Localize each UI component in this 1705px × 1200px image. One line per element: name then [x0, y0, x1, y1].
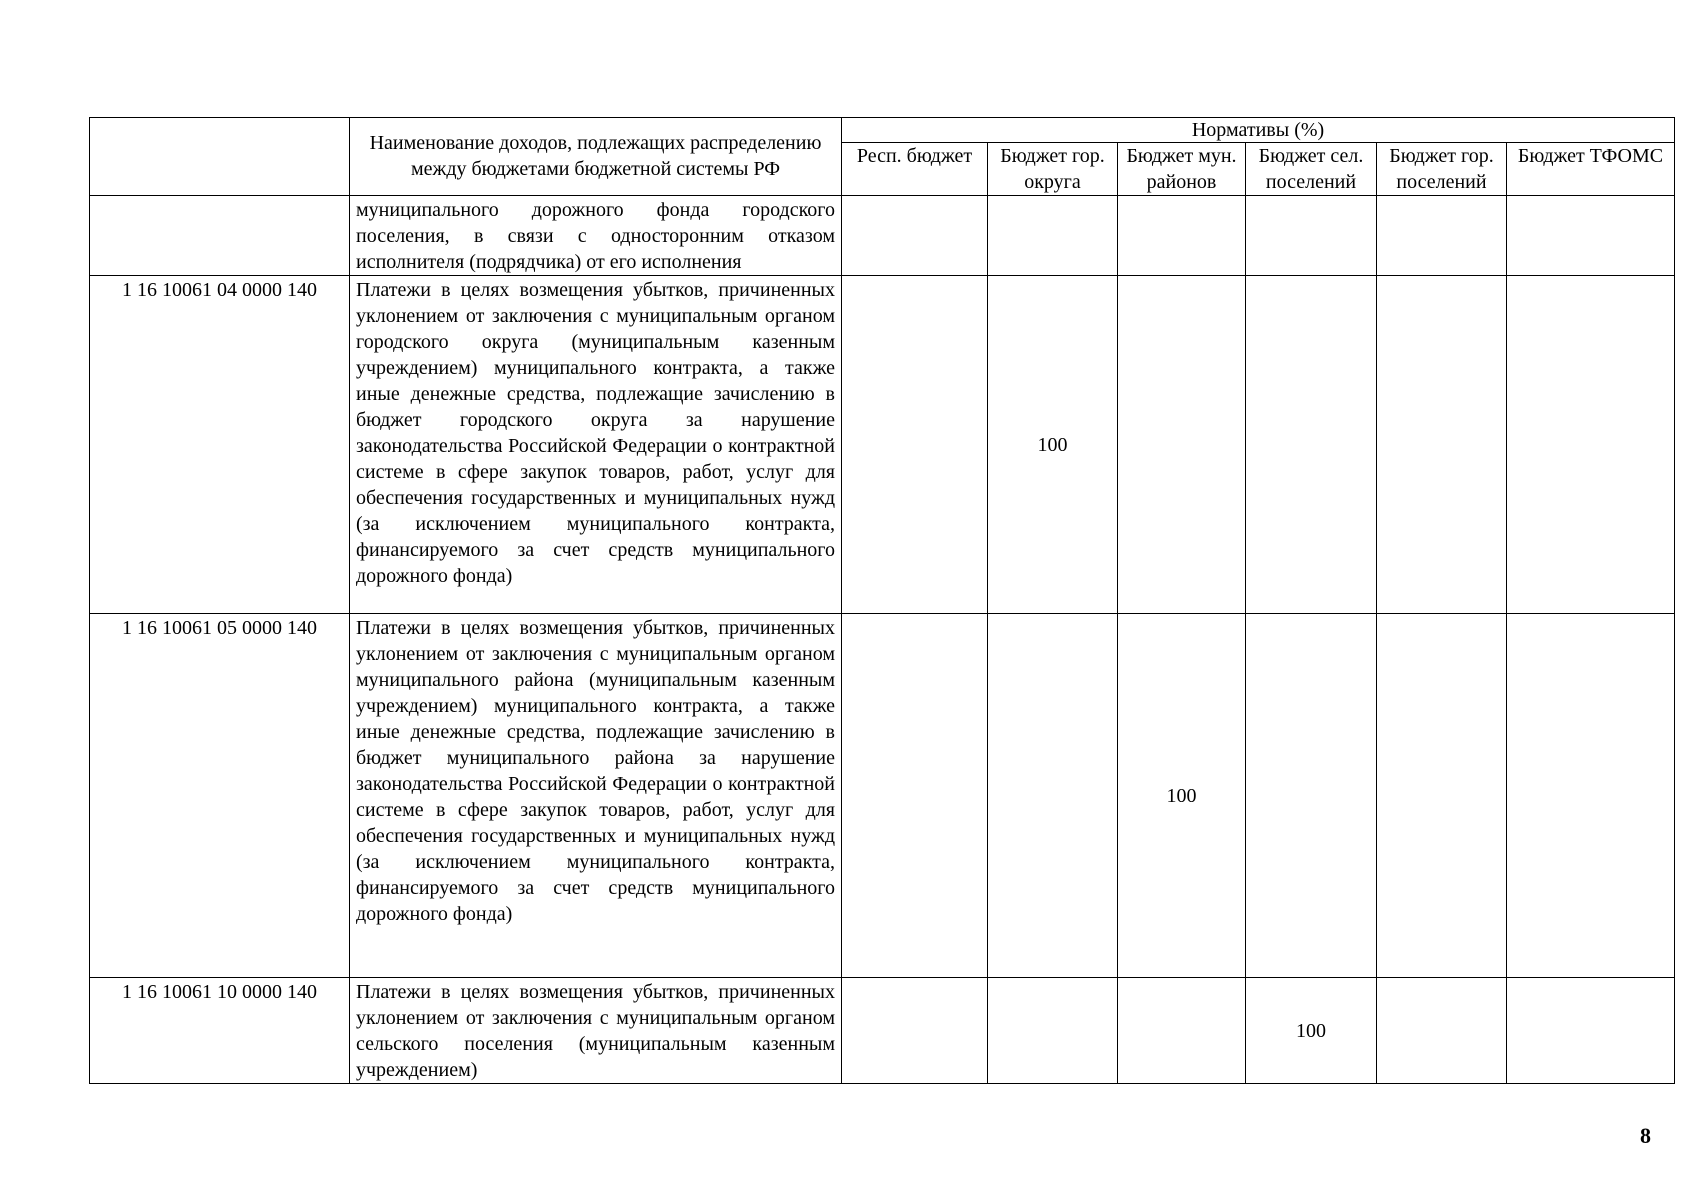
row-value-tfoms	[1507, 978, 1675, 1084]
row-value-resp	[842, 196, 988, 276]
row-code	[90, 196, 350, 276]
row-value-resp	[842, 614, 988, 978]
row-value-rural: 100	[1246, 978, 1377, 1084]
row-code: 1 16 10061 10 0000 140	[90, 978, 350, 1084]
row-value-urban	[1377, 276, 1507, 614]
table-row	[90, 614, 1675, 978]
row-value-mun	[1118, 978, 1246, 1084]
col-header-mun-districts-budget: Бюджет мун. районов	[1118, 143, 1246, 196]
row-value-city: 100	[988, 276, 1118, 614]
row-value-rural	[1246, 614, 1377, 978]
row-code: 1 16 10061 04 0000 140	[90, 276, 350, 614]
row-value-tfoms	[1507, 614, 1675, 978]
row-value-tfoms	[1507, 276, 1675, 614]
table-row	[90, 978, 1675, 1084]
row-value-mun	[1118, 196, 1246, 276]
row-value-city	[988, 196, 1118, 276]
col-header-urban-settlements-budget: Бюджет гор. поселений	[1377, 143, 1507, 196]
row-value-urban	[1377, 614, 1507, 978]
table-row	[90, 196, 1675, 276]
row-name: Платежи в целях возмещения убытков, причиненных уклонением от заключения с муниципальным органом городского округа (муниципальным казенным учреждением) муниципального контракта, а также иные денежные средства, подлежащие зачислению в бюджет городского округа за нарушение законодательства Российской Федерации о контрактной системе в сфере закупок товаров, работ, услуг для обеспечения государственных и муниципальных нужд (за исключением муниципального контракта, финансируемого за счет средств муниципального дорожного фонда)	[350, 276, 842, 614]
row-value-tfoms	[1507, 196, 1675, 276]
normatives-table	[89, 117, 1675, 1084]
code-column-header	[90, 118, 350, 196]
row-value-city	[988, 614, 1118, 978]
row-code: 1 16 10061 05 0000 140	[90, 614, 350, 978]
row-name: муниципального дорожного фонда городского поселения, в связи с односторонним отказом исполнителя (подрядчика) от его исполнения	[350, 196, 842, 276]
row-value-resp	[842, 978, 988, 1084]
col-header-tfoms-budget: Бюджет ТФОМС	[1507, 143, 1675, 196]
name-column-header: Наименование доходов, подлежащих распределению между бюджетами бюджетной системы РФ	[350, 118, 842, 196]
row-name: Платежи в целях возмещения убытков, причиненных уклонением от заключения с муниципальным органом сельского поселения (муниципальным казенным учреждением)	[350, 978, 842, 1084]
col-header-city-district-budget: Бюджет гор. округа	[988, 143, 1118, 196]
row-value-rural	[1246, 196, 1377, 276]
col-header-resp-budget: Респ. бюджет	[842, 143, 988, 196]
row-value-mun: 100	[1118, 614, 1246, 978]
page-number: 8	[1640, 1123, 1651, 1148]
table-row	[90, 276, 1675, 614]
row-value-urban	[1377, 978, 1507, 1084]
row-value-mun	[1118, 276, 1246, 614]
row-value-rural	[1246, 276, 1377, 614]
header-row-1	[90, 118, 1675, 143]
normatives-group-header: Нормативы (%)	[842, 118, 1675, 143]
row-value-urban	[1377, 196, 1507, 276]
row-value-city	[988, 978, 1118, 1084]
row-value-resp	[842, 276, 988, 614]
col-header-rural-settlements-budget: Бюджет сел. поселений	[1246, 143, 1377, 196]
row-name: Платежи в целях возмещения убытков, причиненных уклонением от заключения с муниципальным органом муниципального района (муниципальным казенным учреждением) муниципального контракта, а также иные денежные средства, подлежащие зачислению в бюджет муниципального района за нарушение законодательства Российской Федерации о контрактной системе в сфере закупок товаров, работ, услуг для обеспечения государственных и муниципальных нужд (за исключением муниципального контракта, финансируемого за счет средств муниципального дорожного фонда)	[350, 614, 842, 978]
